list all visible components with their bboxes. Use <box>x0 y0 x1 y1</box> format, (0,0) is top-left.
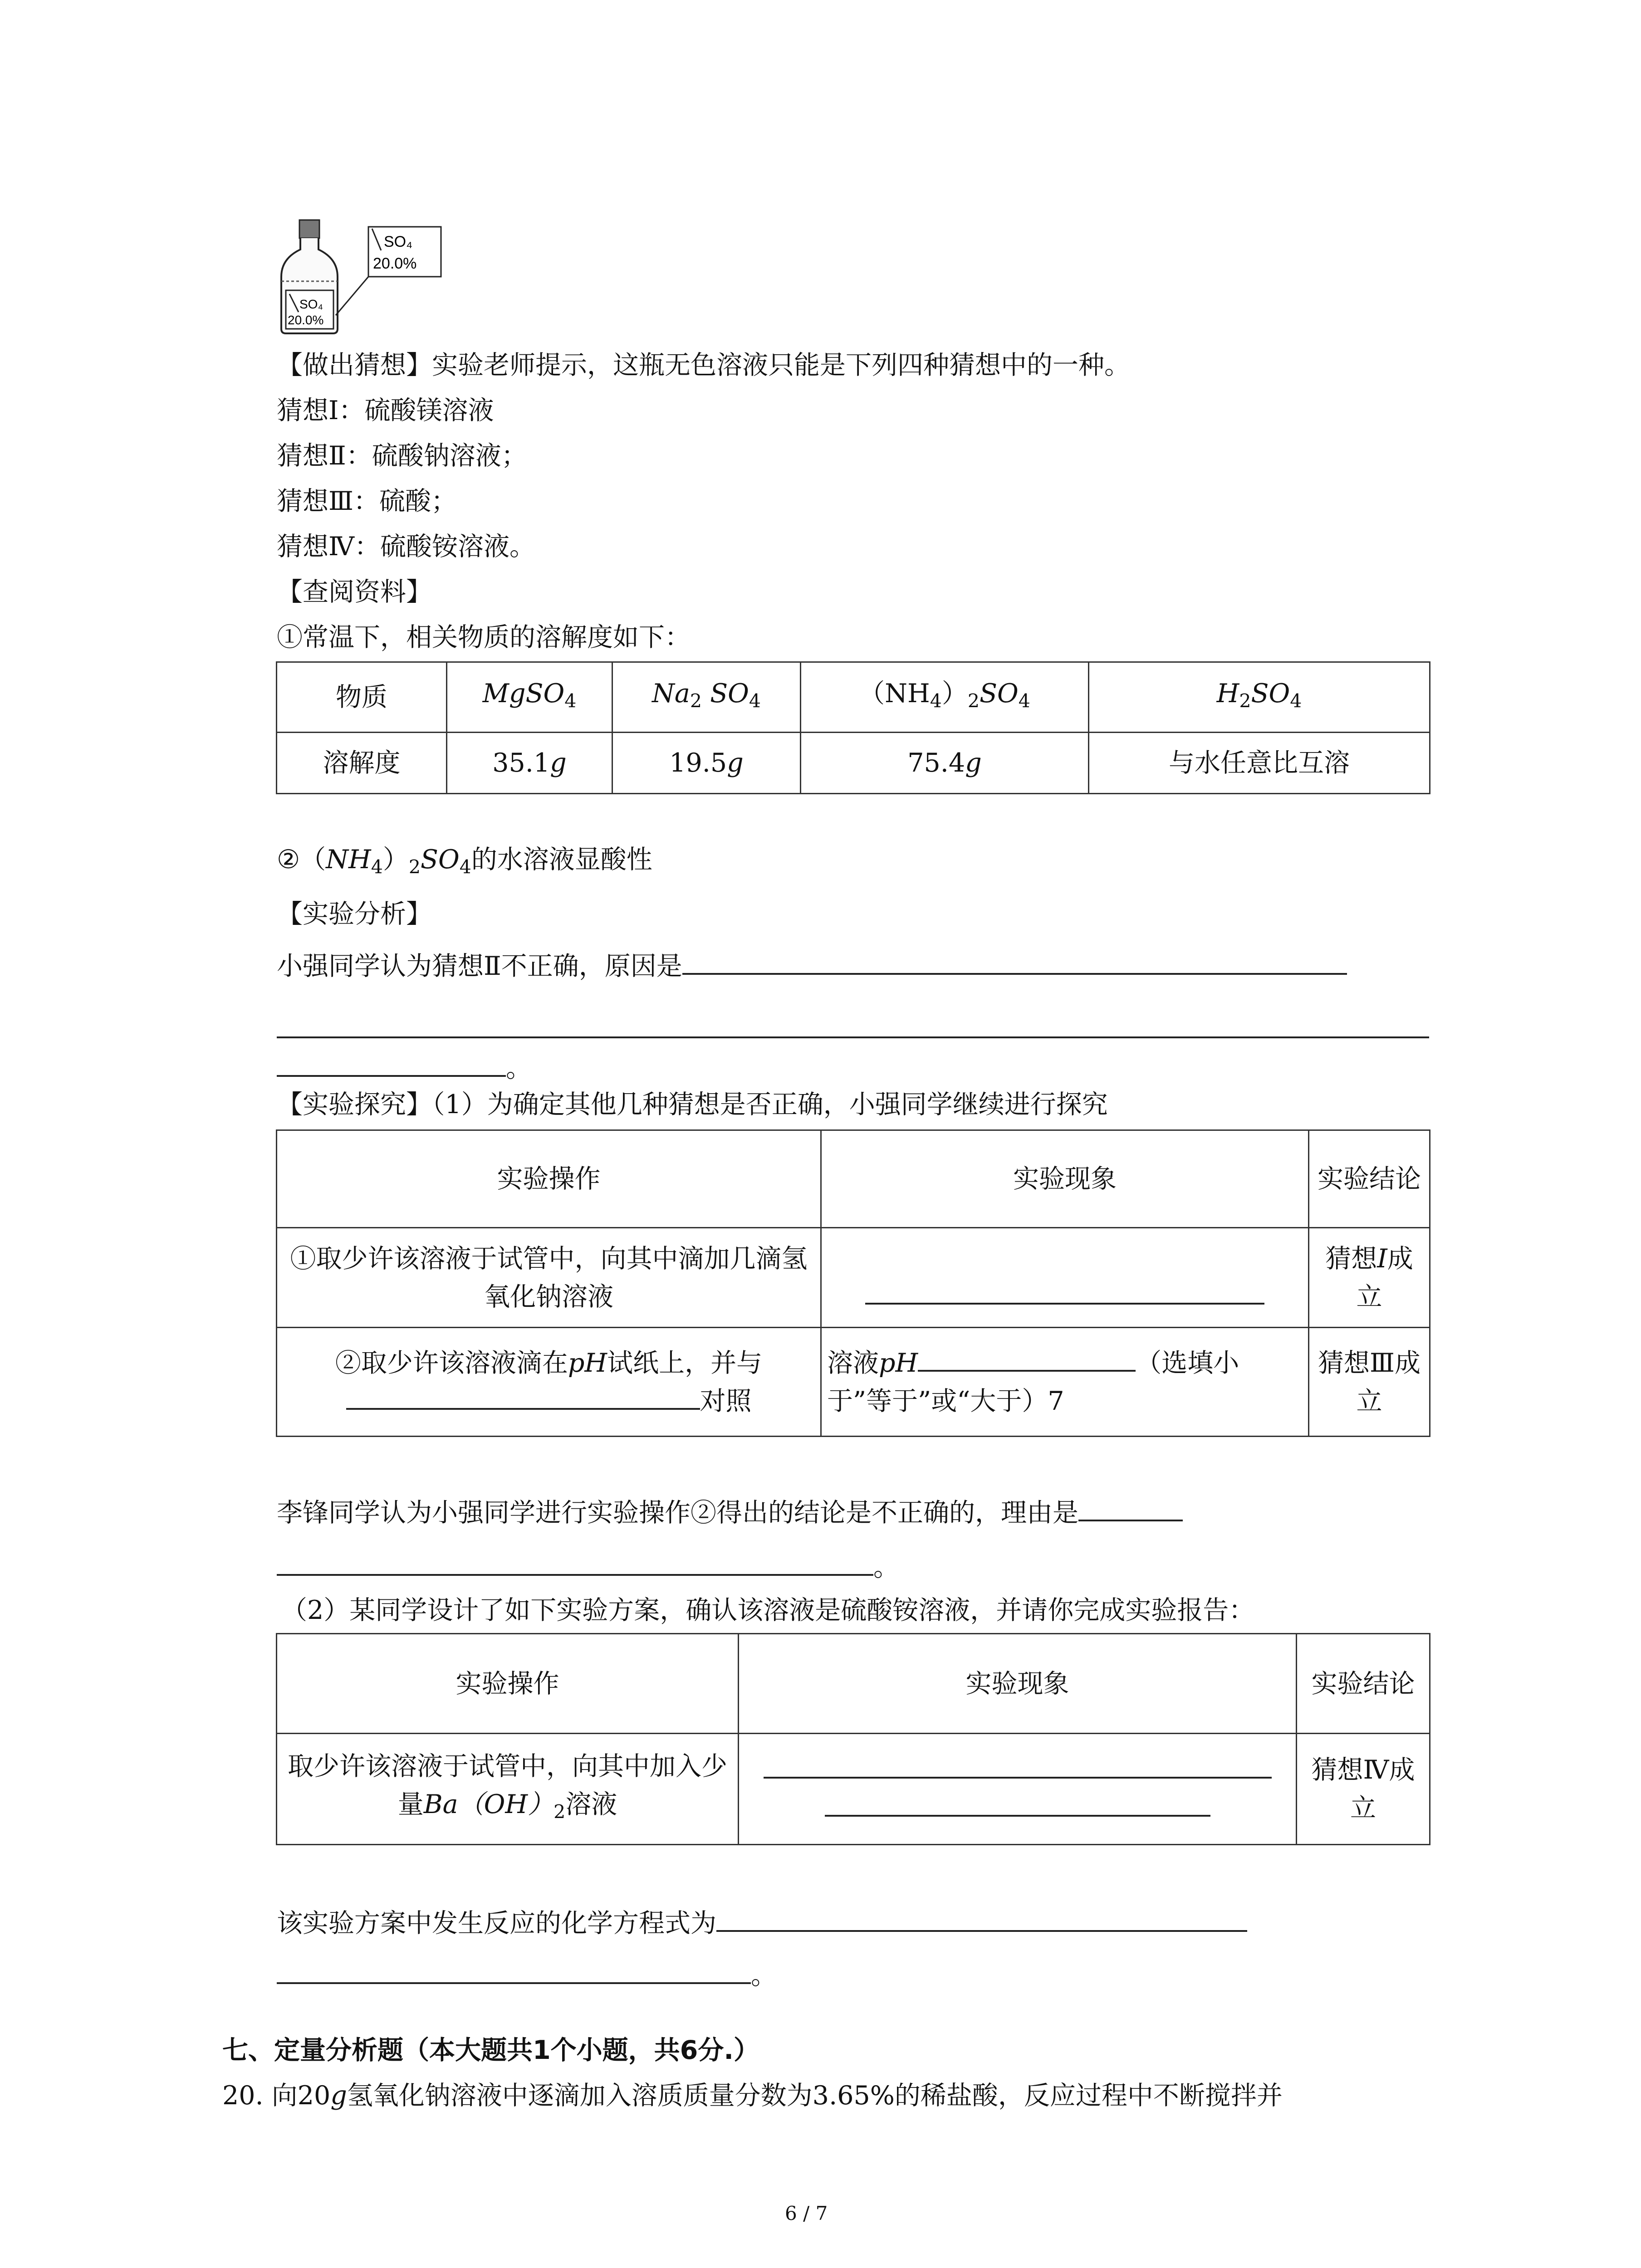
plan-operation: 取少许该溶液于试管中，向其中加入少量$Ba(OH)_2$溶液 <box>277 1734 739 1845</box>
solubility-mgso4: 35.1g <box>447 733 612 794</box>
row1-operation: ①取少许该溶液于试管中，向其中滴加几滴氢氧化钠溶液 <box>277 1228 821 1328</box>
row2-phenomenon: 溶液pH （选填小于”等于”或“大于）7 <box>821 1328 1309 1437</box>
row-label-solubility: 溶解度 <box>277 733 447 794</box>
answer-blank-analysis-1[interactable] <box>682 950 1347 975</box>
row2-operation: ②取少许该溶液滴在pH试纸上，并与 对照 <box>277 1328 821 1437</box>
explore-header-row <box>277 1130 1430 1228</box>
guess-1: 猜想Ⅰ：硫酸镁溶液 <box>277 396 494 425</box>
header-conclusion: 实验结论 <box>1309 1130 1430 1228</box>
equation-line: 该实验方案中发生反应的化学方程式为 <box>277 1905 1247 1941</box>
zoom-pointer <box>336 277 368 315</box>
substance-nh4-2so4: $(NH_4)_2SO_4$ <box>801 662 1089 733</box>
solubility-nh4-2so4: 75.4g <box>801 733 1089 794</box>
plan-phenomenon <box>739 1734 1297 1845</box>
solubility-value-row <box>277 733 1430 794</box>
answer-blank-row2-operation[interactable] <box>346 1385 700 1410</box>
guess-4: 猜想Ⅳ：硫酸铵溶液。 <box>277 532 535 562</box>
plan-header-operation: 实验操作 <box>277 1634 739 1734</box>
answer-blank-plan-1[interactable] <box>764 1754 1272 1779</box>
solubility-h2so4: 与水任意比互溶 <box>1089 733 1430 794</box>
answer-blank-row2-ph[interactable] <box>918 1347 1136 1372</box>
section-7-title: 七、定量分析题（本大题共1个小题，共6分.） <box>222 2035 759 2065</box>
row2-conclusion: 猜想Ⅲ成立 <box>1309 1328 1430 1437</box>
answer-blank-equation-2[interactable] <box>277 1960 751 1984</box>
reagent-bottle-figure <box>272 218 454 336</box>
reference-item-2: $②(NH_4)_2SO_4$的水溶液显酸性 <box>277 845 652 878</box>
equation-end-line: 。 <box>277 1957 777 1994</box>
solubility-table <box>276 661 1430 794</box>
reference-heading: 【查阅资料】 <box>277 577 432 607</box>
answer-blank-analysis-2[interactable] <box>277 1036 1429 1038</box>
header-operation: 实验操作 <box>277 1130 821 1228</box>
plan-header-conclusion: 实验结论 <box>1297 1634 1430 1734</box>
plan-header-phenomenon: 实验现象 <box>739 1634 1297 1734</box>
zoom-label-line1: SO₄ <box>384 233 413 250</box>
row-label-substance: 物质 <box>277 662 447 733</box>
explore-intro: 【实验探究】（1）为确定其他几种猜想是否正确，小强同学继续进行探究 <box>277 1090 1108 1119</box>
plan-conclusion: 猜想Ⅳ成立 <box>1297 1734 1430 1845</box>
solubility-na2so4: 19.5g <box>612 733 801 794</box>
question-20-number: 20. <box>222 2081 264 2111</box>
plan-intro: （2）某同学设计了如下实验方案，确认该溶液是硫酸铵溶液，并请你完成实验报告： <box>281 1595 1255 1625</box>
explore-row-1 <box>277 1228 1430 1328</box>
bottle-label-line2: 20.0% <box>288 313 324 327</box>
lifeng-end-line: 。 <box>277 1549 899 1585</box>
row1-conclusion: 猜想I成立 <box>1309 1228 1430 1328</box>
analysis-end-line: 。 <box>277 1050 532 1086</box>
substance-na2so4: $Na_2$ $SO_4$ <box>612 662 801 733</box>
plan-header-row <box>277 1634 1430 1734</box>
plan-row <box>277 1734 1430 1845</box>
bottle-cap <box>299 220 319 238</box>
analysis-line: 小强同学认为猜想Ⅱ不正确，原因是 <box>277 948 1347 984</box>
solubility-substance-row <box>277 662 1430 733</box>
explore-table <box>276 1129 1430 1437</box>
guess-3: 猜想Ⅲ：硫酸； <box>277 486 457 516</box>
substance-mgso4: MgSO$_4$ <box>447 662 612 733</box>
answer-blank-row1-phenomenon[interactable] <box>865 1280 1264 1305</box>
lifeng-line: 李锋同学认为小强同学进行实验操作②得出的结论是不正确的，理由是 <box>277 1495 1183 1531</box>
page-number: 6 / 7 <box>785 2202 828 2224</box>
answer-blank-plan-2[interactable] <box>825 1792 1210 1817</box>
answer-blank-lifeng-1[interactable] <box>1078 1497 1183 1521</box>
substance-h2so4: $H_2SO_4$ <box>1089 662 1430 733</box>
row1-phenomenon <box>821 1228 1309 1328</box>
question-20: 20. 向20g氢氧化钠溶液中逐滴加入溶质质量分数为3.65%的稀盐酸，反应过程中不断搅拌并 <box>222 2081 1283 2111</box>
zoom-label-line2: 20.0% <box>373 255 417 272</box>
bottle-label-line1: SO₄ <box>299 297 323 311</box>
plan-table <box>276 1633 1430 1845</box>
analysis-heading: 【实验分析】 <box>277 899 432 929</box>
reference-item-1: ①常温下，相关物质的溶解度如下： <box>277 622 691 652</box>
explore-row-2 <box>277 1328 1430 1437</box>
answer-blank-analysis-3[interactable] <box>277 1052 506 1077</box>
guess-2: 猜想Ⅱ：硫酸钠溶液； <box>277 441 527 471</box>
header-phenomenon: 实验现象 <box>821 1130 1309 1228</box>
answer-blank-equation-1[interactable] <box>716 1907 1247 1932</box>
guess-intro: 【做出猜想】实验老师提示，这瓶无色溶液只能是下列四种猜想中的一种。 <box>277 350 1130 380</box>
answer-blank-lifeng-2[interactable] <box>277 1551 873 1576</box>
